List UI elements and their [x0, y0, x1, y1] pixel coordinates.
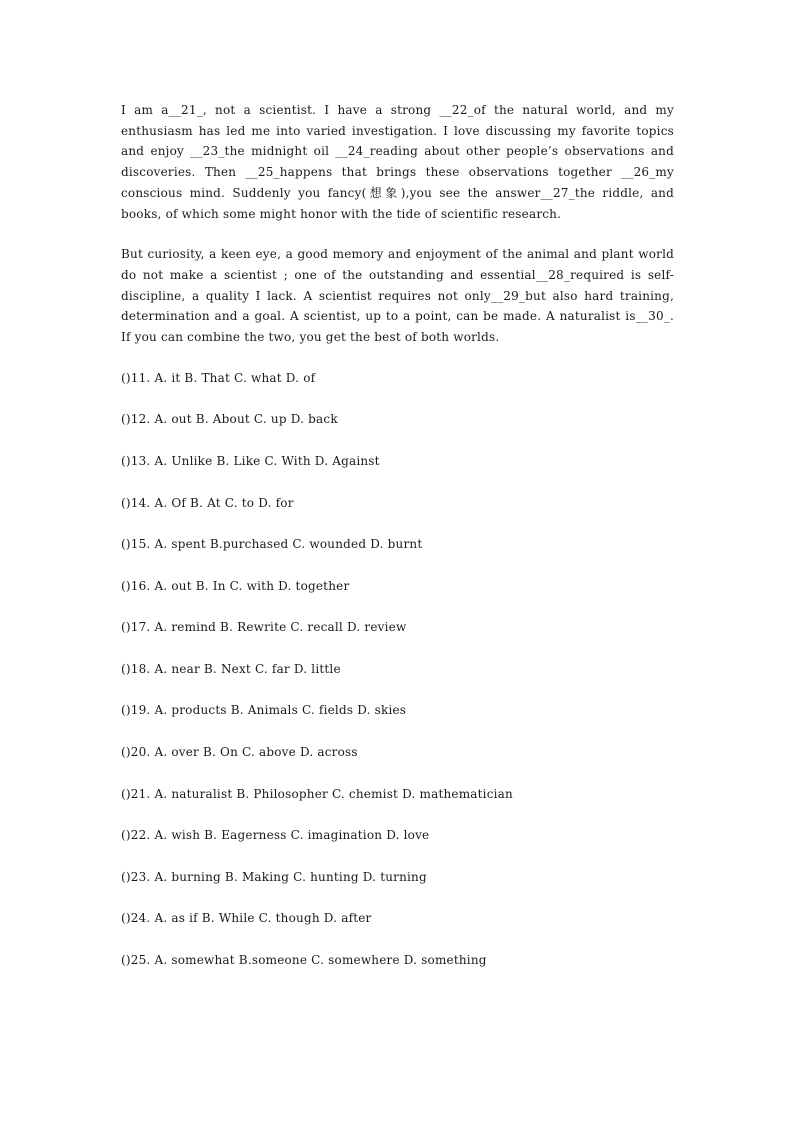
question-12: ()12. A. out B. About C. up D. back — [121, 412, 338, 427]
question-list — [121, 368, 674, 992]
question-20: ()20. A. over B. On C. above D. across — [121, 745, 358, 760]
question-18: ()18. A. near B. Next C. far D. little — [121, 661, 341, 676]
question-13: ()13. A. Unlike B. Like C. With D. Against — [121, 453, 380, 468]
question-11: ()11. A. it B. That C. what D. of — [121, 370, 316, 385]
question-25: ()25. A. somewhat B.someone C. somewhere D. something — [121, 953, 487, 968]
question-14: ()14. A. Of B. At C. to D. for — [121, 495, 294, 510]
question-19: ()19. A. products B. Animals C. fields D. skies — [121, 703, 407, 718]
question-21: ()21. A. naturalist B. Philosopher C. chemist D. mathematician — [121, 786, 513, 801]
question-24: ()24. A. as if B. While C. though D. after — [121, 911, 372, 926]
document-page — [121, 100, 674, 992]
question-17: ()17. A. remind B. Rewrite C. recall D. review — [121, 620, 407, 635]
passage-paragraph-1: I am a__21_, not a scientist. I have a strong __22_of the natural world, and my enthusiasm has led me into varied investigation. I love discussing my favorite topics and enjoy __23_the midnight oil __24_reading about other people’s observations and discoveries. Then __25_happens that brings these observations together __26_my conscious mind. Suddenly you fancy(想象),you see the answer__27_the riddle, and books, of which some might honor with the tide of scientific research. — [121, 103, 674, 221]
question-22: ()22. A. wish B. Eagerness C. imagination D. love — [121, 828, 430, 843]
question-23: ()23. A. burning B. Making C. hunting D. turning — [121, 869, 427, 884]
question-16: ()16. A. out B. In C. with D. together — [121, 578, 350, 593]
question-15: ()15. A. spent B.purchased C. wounded D. burnt — [121, 537, 423, 552]
passage-paragraph-2: But curiosity, a keen eye, a good memory and enjoyment of the animal and plant world do not make a scientist ; one of the outstanding and essential__28_required is self-discipline, a quality I lack. A scientist requires not only__29_but also hard training, determination and a goal. A scientist, up to a point, can be made. A naturalist is__30_. If you can combine the two, you get the best of both worlds. — [121, 247, 674, 345]
